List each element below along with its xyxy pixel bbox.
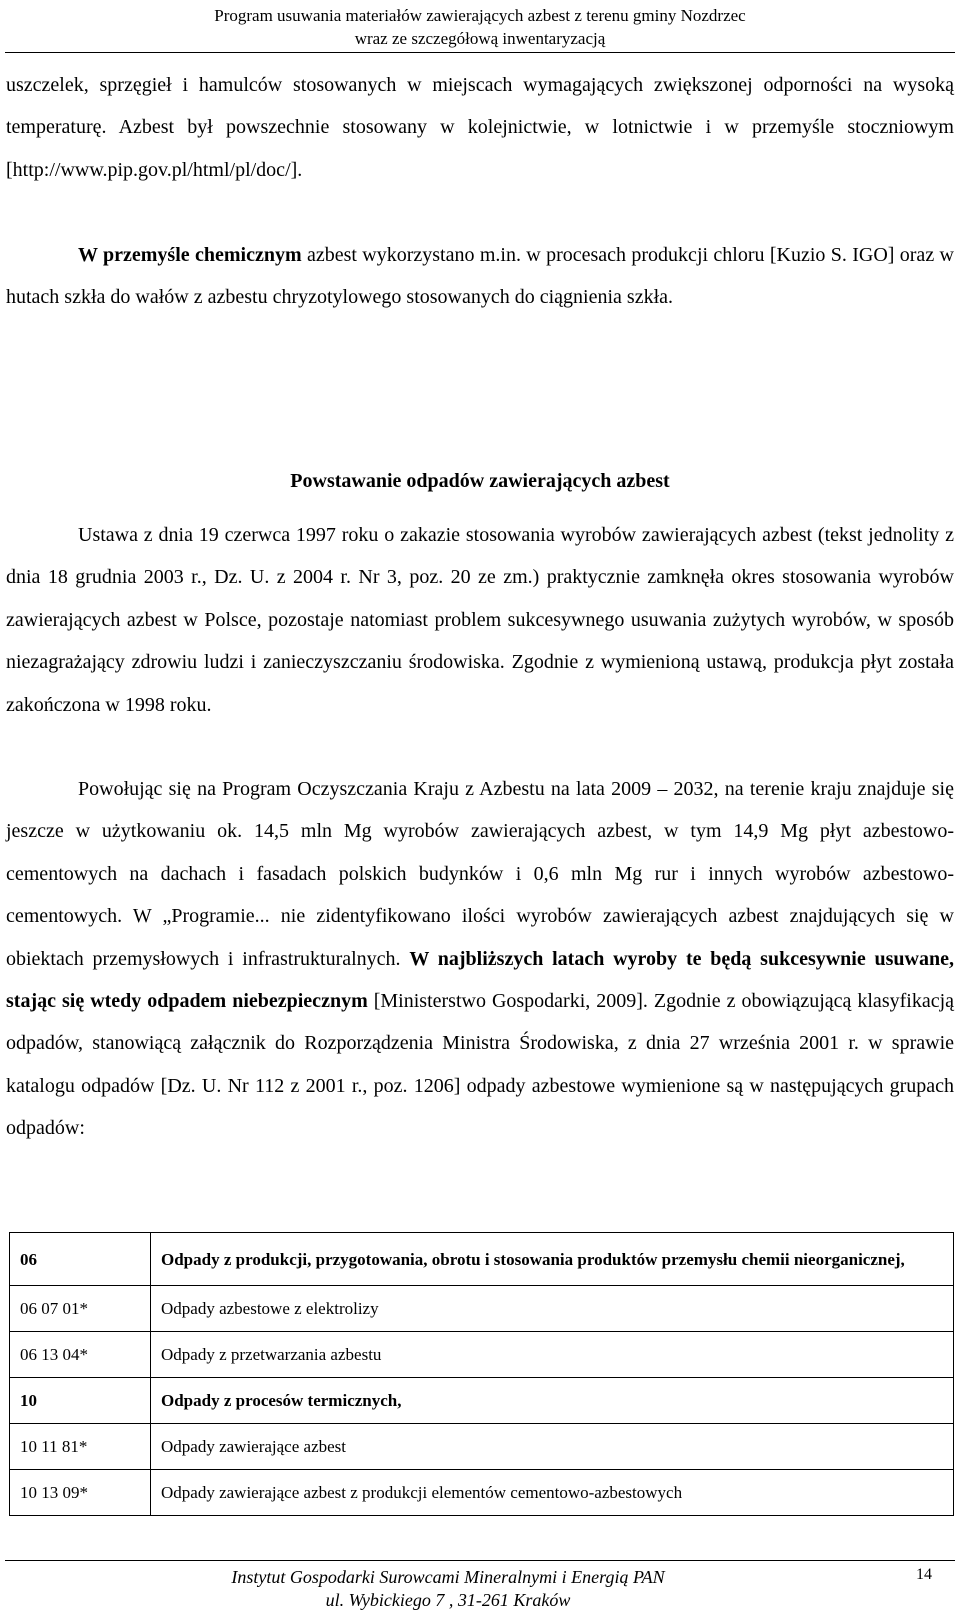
waste-description: Odpady z przetwarzania azbestu	[151, 1332, 954, 1378]
waste-description: Odpady z procesów termicznych,	[151, 1378, 954, 1424]
paragraph-4	[6, 768, 954, 1150]
waste-code: 10 13 09*	[10, 1470, 151, 1516]
waste-description: Odpady zawierające azbest	[151, 1424, 954, 1470]
waste-description: Odpady zawierające azbest z produkcji elementów cementowo-azbestowych	[151, 1470, 954, 1516]
paragraph-3-text: Ustawa z dnia 19 czerwca 1997 roku o zakazie stosowania wyrobów zawierających azbest (tekst jednolity z dnia 18 grudnia 2003 r., Dz. U. z 2004 r. Nr 3, poz. 20 ze zm.) praktycznie zamknęła okres stosowania wyrobów zawierających azbest w Polsce, pozostaje natomiast problem sukcesywnego usuwania zużytych wyrobów, w sposób niezagrażający zdrowiu ludzi i zanieczyszczaniu środowiska. Zgodnie z wymienioną ustawą, produkcja płyt została zakończona w 1998 roku.	[6, 524, 954, 716]
waste-code: 10	[10, 1378, 151, 1424]
page-footer	[0, 1566, 896, 1612]
table-row	[10, 1424, 954, 1470]
footer-institute: Instytut Gospodarki Surowcami Mineralnymi i Energią PAN	[231, 1567, 665, 1587]
paragraph-4-text-2: [Ministerstwo Gospodarki, 2009]. Zgodnie z obowiązującą klasyfikacją odpadów, stanowiącą załącznik do Rozporządzenia Ministra Środowiska, z dnia 27 września 2001 r. w sprawie katalogu odpadów [Dz. U. Nr 112 z 2001 r., poz. 1206] odpady azbestowe wymienione są w następujących grupach odpadów:	[6, 990, 955, 1140]
header-subtitle: wraz ze szczegółową inwentaryzacją	[354, 29, 606, 48]
table-row	[10, 1233, 954, 1286]
table-row	[10, 1332, 954, 1378]
paragraph-2-bold: W przemyśle chemicznym	[78, 244, 302, 266]
waste-code: 10 11 81*	[10, 1424, 151, 1470]
table-row	[10, 1378, 954, 1424]
header-divider	[5, 52, 955, 53]
paragraph-1	[6, 64, 954, 191]
paragraph-4-bold: W najbliższych latach wyroby te będą sukcesywnie usuwane, stając się wtedy odpadem niebezpiecznym	[6, 947, 954, 1013]
paragraph-1-text: uszczelek, sprzęgieł i hamulców stosowanych w miejscach wymagających zwiększonej odporności na wysoką temperaturę. Azbest był powszechnie stosowany w kolejnictwie, w lotnictwie i w przemyśle stoczniowym [http://www.pip.gov.pl/html/pl/doc/].	[6, 74, 954, 181]
waste-code: 06	[10, 1233, 151, 1286]
paragraph-2	[6, 234, 954, 319]
paragraph-4-text-1: Powołując się na Program Oczyszczania Kraju z Azbestu na lata 2009 – 2032, na terenie kraju znajduje się jeszcze w użytkowaniu ok. 14,5 mln Mg wyrobów zawierających azbest, w tym 14,9 Mg płyt azbestowo-cementowych na dachach i fasadach polskich budynków i 0,6 mln Mg rur i innych wyrobów azbestowo-cementowych. W „Programie... nie zidentyfikowano ilości wyrobów zawierających azbest znajdujących się w obiektach przemysłowych i infrastrukturalnych.	[6, 778, 954, 970]
header-title: Program usuwania materiałów zawierających azbest z terenu gminy Nozdrzec	[214, 6, 746, 25]
waste-description: Odpady z produkcji, przygotowania, obrotu i stosowania produktów przemysłu chemii nieorganicznej,	[151, 1233, 954, 1286]
waste-codes-table	[9, 1232, 954, 1516]
page-number: 14	[916, 1566, 932, 1583]
footer-divider	[5, 1560, 955, 1561]
waste-code: 06 13 04*	[10, 1332, 151, 1378]
paragraph-2-text: azbest wykorzystano m.in. w procesach produkcji chloru [Kuzio S. IGO] oraz w hutach szkła do wałów z azbestu chryzotylowego stosowanych do ciągnienia szkła.	[6, 244, 954, 309]
page-header	[0, 4, 960, 50]
footer-address: ul. Wybickiego 7 , 31-261 Kraków	[325, 1590, 571, 1610]
table-row	[10, 1286, 954, 1332]
waste-code: 06 07 01*	[10, 1286, 151, 1332]
table-row	[10, 1470, 954, 1516]
waste-description: Odpady azbestowe z elektrolizy	[151, 1286, 954, 1332]
paragraph-3	[6, 514, 954, 726]
section-title: Powstawanie odpadów zawierających azbest	[290, 470, 670, 492]
